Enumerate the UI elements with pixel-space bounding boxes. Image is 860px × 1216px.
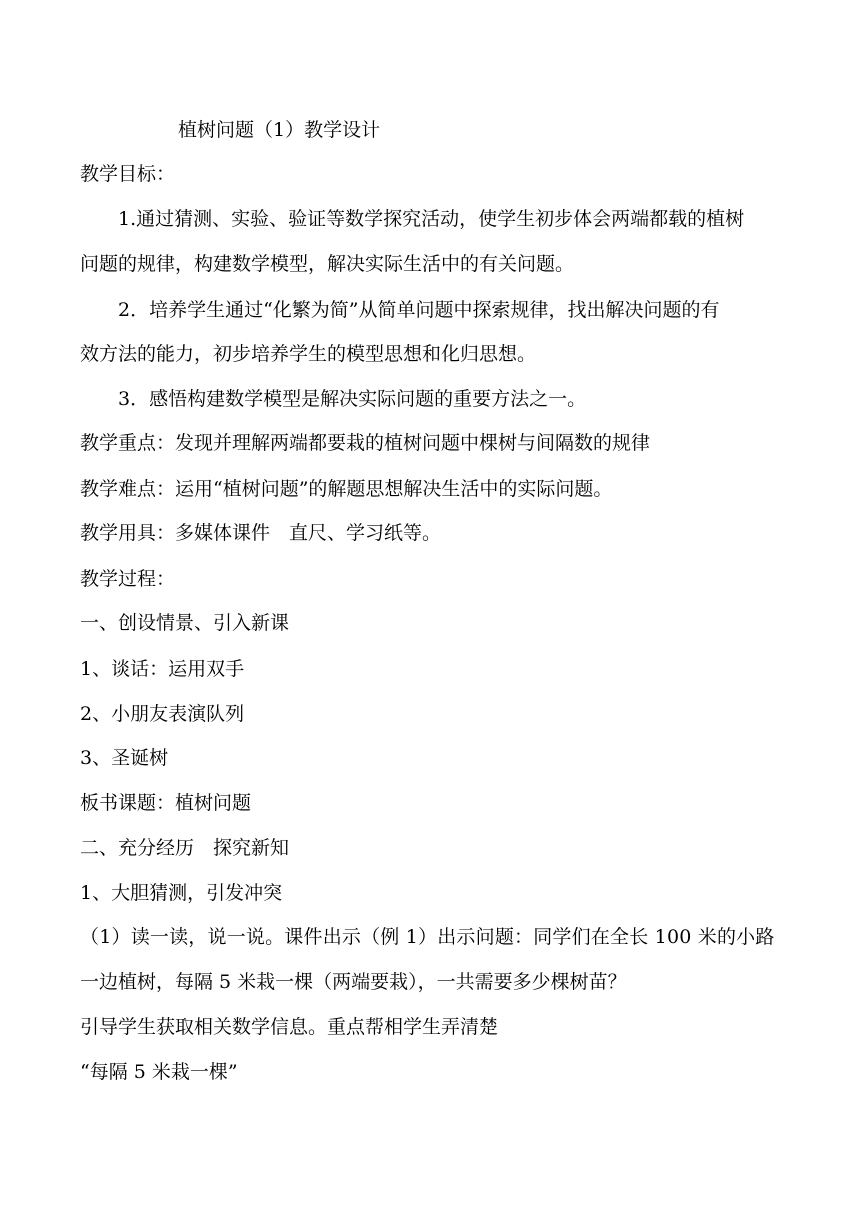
board-title: 板书课题：植树问题 bbox=[80, 792, 252, 814]
objectives-heading: 教学目标： bbox=[80, 163, 176, 185]
objective-1-line-1: 1.通过猜测、实验、验证等数学探究活动，使学生初步体会两端都载的植树 bbox=[118, 208, 745, 230]
guide-line-2: “每隔 5 米栽一棵” bbox=[80, 1061, 238, 1083]
tools: 教学用具：多媒体课件 直尺、学习纸等。 bbox=[80, 522, 442, 544]
question-line-2: 一边植树，每隔 5 米栽一棵（两端要栽），一共需要多少棵树苗？ bbox=[80, 971, 627, 993]
objective-1-line-2: 问题的规律，构建数学模型，解决实际生活中的有关问题。 bbox=[80, 253, 575, 275]
difficulty: 教学难点：运用“植树问题”的解题思想解决生活中的实际问题。 bbox=[80, 478, 613, 500]
guide-line-1: 引导学生获取相关数学信息。重点帮相学生弄清楚 bbox=[80, 1016, 499, 1038]
list-item-1: 1、谈话：运用双手 bbox=[80, 658, 245, 680]
key-point: 教学重点：发现并理解两端都要栽的植树问题中棵树与间隔数的规律 bbox=[80, 432, 651, 454]
objective-3: 3．感悟构建数学模型是解决实际问题的重要方法之一。 bbox=[118, 388, 587, 410]
section-1-heading: 一、创设情景、引入新课 bbox=[80, 612, 290, 634]
list-item-3: 3、圣诞树 bbox=[80, 747, 169, 769]
document-title: 植树问题（1）教学设计 bbox=[178, 119, 381, 141]
section-2-heading: 二、充分经历 探究新知 bbox=[80, 837, 290, 859]
process-heading: 教学过程： bbox=[80, 568, 176, 590]
objective-2-line-2: 效方法的能力，初步培养学生的模型思想和化归思想。 bbox=[80, 343, 537, 365]
objective-2-line-1: 2．培养学生通过“化繁为简”从简单问题中探索规律，找出解决问题的有 bbox=[118, 299, 720, 321]
question-line-1: （1）读一读，说一说。课件出示（例 1）出示问题：同学们在全长 100 米的小路 bbox=[80, 926, 775, 948]
subsection-1-heading: 1、大胆猜测，引发冲突 bbox=[80, 882, 283, 904]
list-item-2: 2、小朋友表演队列 bbox=[80, 703, 245, 725]
